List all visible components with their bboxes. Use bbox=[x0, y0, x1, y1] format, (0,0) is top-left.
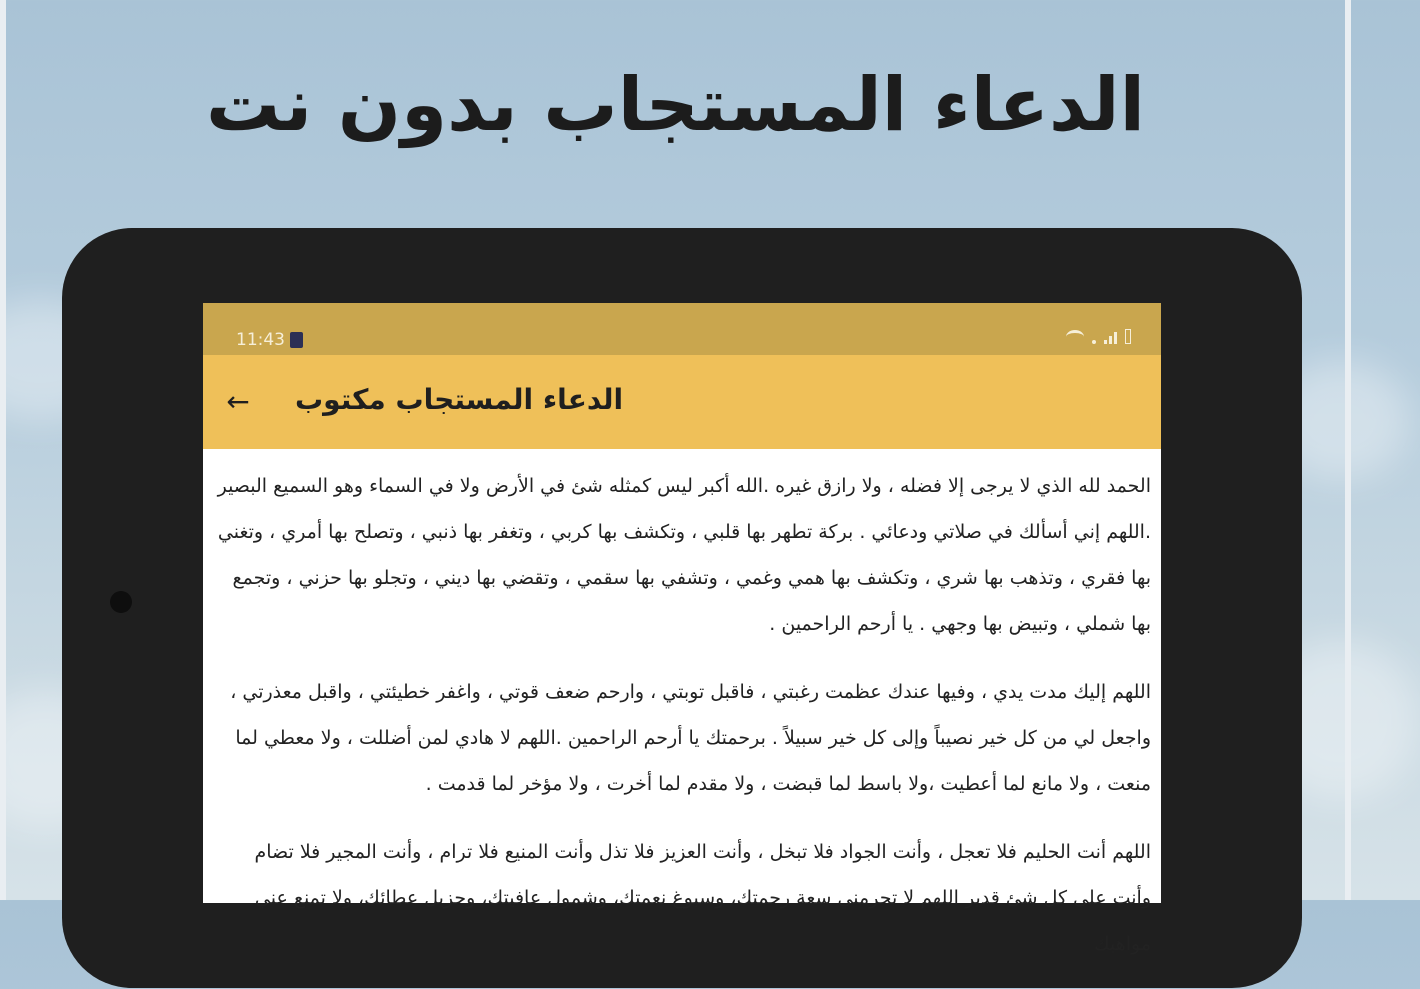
dua-paragraph: اللهم أنت الحليم فلا تعجل ، وأنت الجواد فلا تبخل ، وأنت العزيز فلا تذل وأنت المنيع فلا ترام ، وأنت المجير فلا تضام وأنت على كل شئ قدير اللهم لا تحرمني سعة رحمتك، وسبوغ نعمتك، وشمول عافيتك، وجزيل عطائك، ولا تمنع عني مواهبك bbox=[254, 841, 1151, 955]
status-bar bbox=[203, 303, 1161, 355]
status-icons bbox=[1066, 329, 1131, 344]
notification-icon bbox=[290, 332, 303, 348]
wifi-icon bbox=[1066, 330, 1084, 344]
dot-icon bbox=[1092, 340, 1096, 344]
promo-title: الدعاء المستجاب بدون نت bbox=[206, 62, 1145, 148]
app-screen bbox=[203, 303, 1161, 955]
app-bar bbox=[203, 355, 1161, 449]
arrow-back-icon[interactable]: ← bbox=[226, 385, 250, 418]
camera-icon bbox=[110, 591, 132, 613]
dua-paragraph: الحمد لله الذي لا يرجى إلا فضله ، ولا رازق غيره .الله أكبر ليس كمثله شئ في الأرض ولا في السماء وهو السميع البصير .اللهم إني أسألك في صلاتي ودعائي . بركة تطهر بها قلبي ، وتكشف بها كربي ، وتغفر بها ذنبي ، وتصلح بها أمري ، وتغني بها فقري ، وتذهب بها شري ، وتكشف بها همي وغمي ، وتشفي بها سقمي ، وتقضي بها ديني ، وتجلو بها حزني ، وتجمع بها شملي ، وتبيض بها وجهي . يا أرحم الراحمين . bbox=[217, 475, 1151, 635]
app-bar-title: الدعاء المستجاب مكتوب bbox=[295, 383, 624, 416]
battery-icon bbox=[1125, 329, 1131, 344]
signal-icon bbox=[1104, 330, 1117, 344]
status-time: 11:43 bbox=[236, 330, 285, 350]
dua-content bbox=[213, 463, 1151, 989]
dua-paragraph: اللهم إليك مدت يدي ، وفيها عندك عظمت رغبتي ، فاقبل توبتي ، وارحم ضعف قوتي ، واغفر خطيئتي ، واقبل معذرتي ، واجعل لي من كل خير نصيباً وإلى كل خير سبيلاً . برحمتك يا أرحم الراحمين .اللهم لا هادي لمن أضللت ، ولا معطي لما منعت ، ولا مانع لما أعطيت ،ولا باسط لما قبضت ، ولا مقدم لما أخرت ، ولا مؤخر لما قدمت . bbox=[230, 681, 1151, 795]
